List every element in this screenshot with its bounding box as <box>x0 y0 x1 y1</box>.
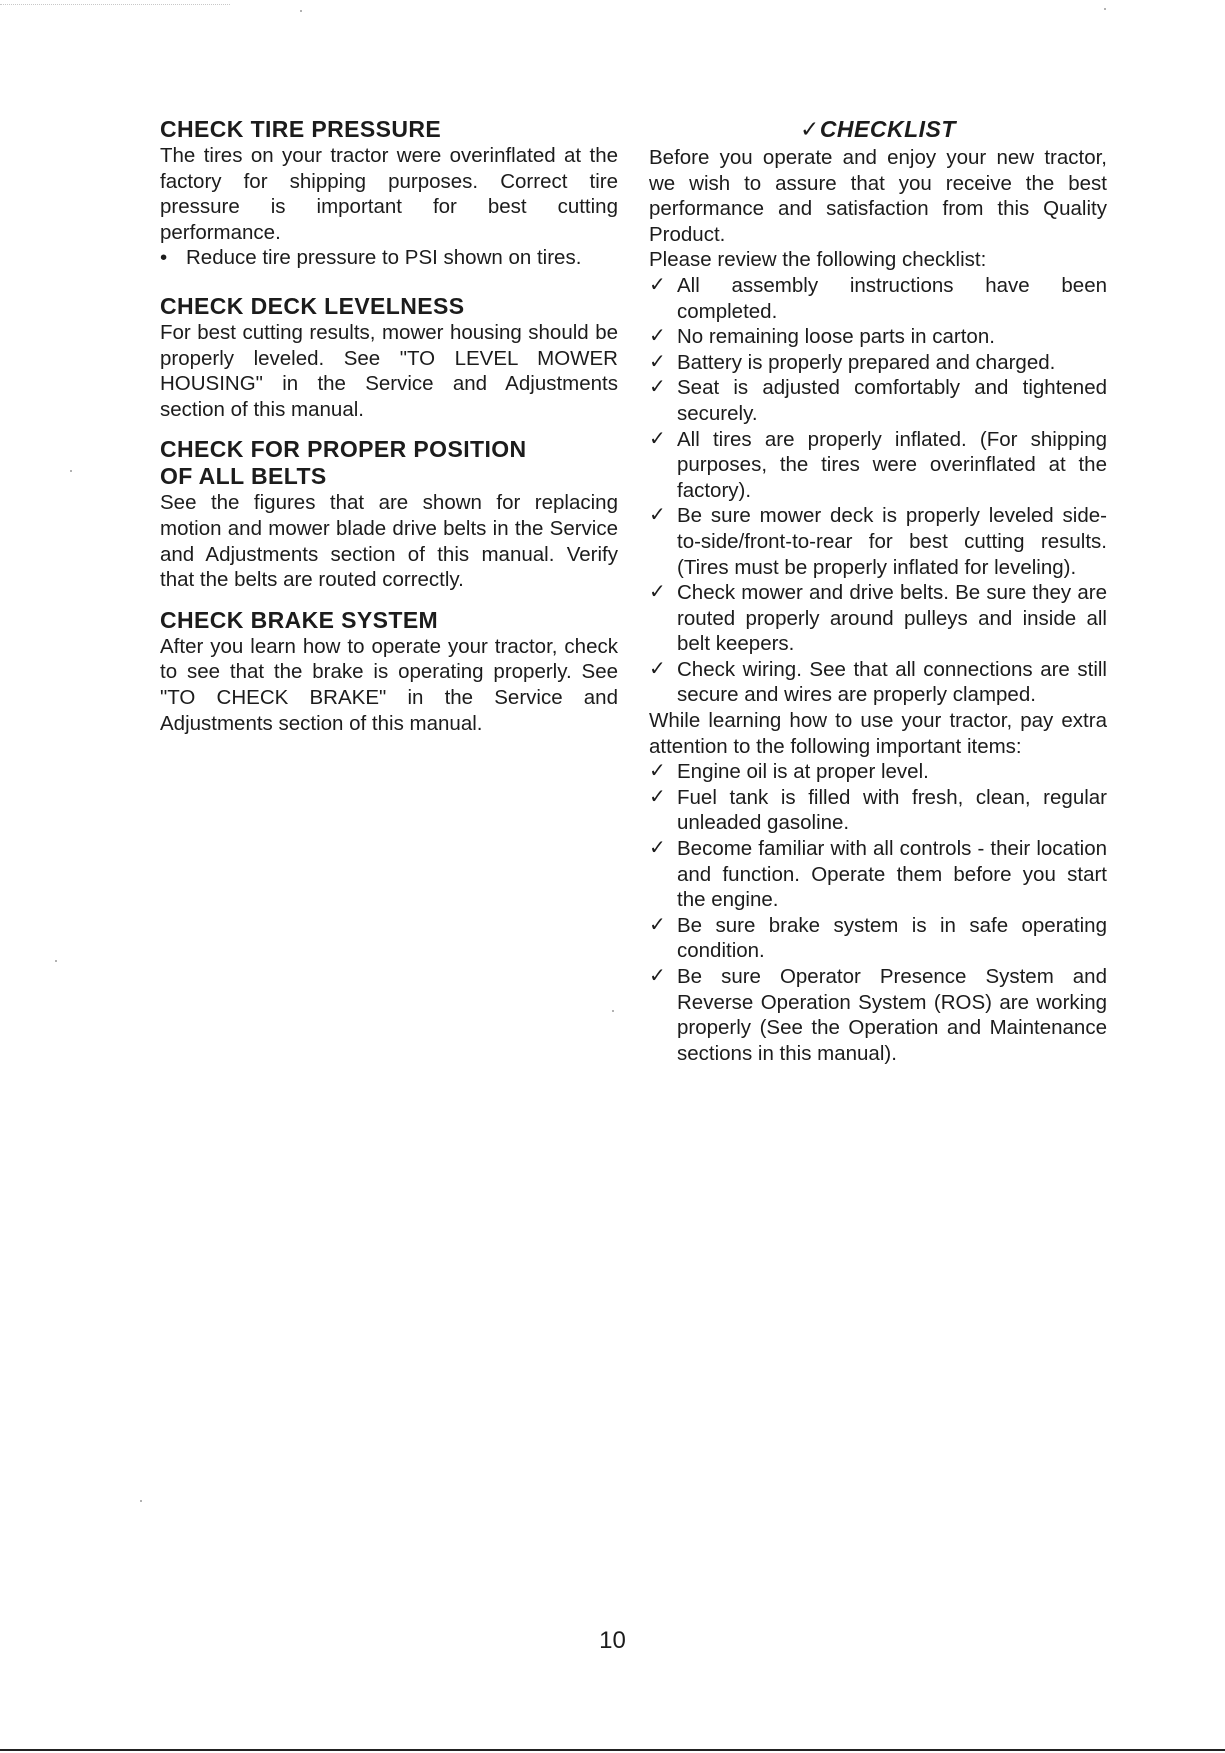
check-belts-heading <box>160 436 618 490</box>
checkmark-icon: ✓ <box>649 376 666 399</box>
checkmark-icon: ✓ <box>649 657 666 680</box>
list-item: ✓ Be sure brake system is in safe operating condition. <box>649 913 1107 963</box>
list-item: ✓ Check wiring. See that all connections are still secure and wires are properly clamped. <box>649 657 1107 707</box>
checklist-intro: Before you operate and enjoy your new tractor, we wish to assure that you receive the best performance and satisfaction from this Quality Product. <box>649 146 1107 246</box>
check-belts-heading-line2: OF ALL BELTS <box>160 463 327 490</box>
checkmark-icon: ✓ <box>649 325 666 348</box>
scan-speck <box>55 960 57 962</box>
checkmark-icon: ✓ <box>649 350 666 373</box>
checkmark-icon: ✓ <box>649 837 666 860</box>
check-deck-levelness-heading: CHECK DECK LEVELNESS <box>160 292 465 319</box>
important-items <box>649 759 1107 1066</box>
brake-system-paragraph: After you learn how to operate your tractor, check to see that the brake is operating properly. See "TO CHECK BRAKE" in the Service and Adjustments section of this manual. <box>160 634 618 735</box>
checkmark-icon: ✓ <box>649 965 666 987</box>
list-item: ✓ Battery is properly prepared and charged. <box>649 350 1056 374</box>
right-column <box>649 116 1107 1066</box>
checklist-title: ✓CHECKLIST <box>800 116 956 142</box>
tire-pressure-bullet-text: Reduce tire pressure to PSI shown on tires. <box>186 246 582 270</box>
important-items-intro: While learning how to use your tractor, pay extra attention to the following important items: <box>649 709 1107 758</box>
checkmark-icon: ✓ <box>649 273 666 296</box>
check-tire-pressure-heading: CHECK TIRE PRESSURE <box>160 116 442 142</box>
list-item: ✓ Engine oil is at proper level. <box>649 760 929 784</box>
list-item: ✓ All assembly instructions have been completed. <box>649 273 1107 323</box>
left-column <box>160 116 618 736</box>
list-item: ✓ Become familiar with all controls - their location and function. Operate them before you start the engine. <box>649 837 1107 912</box>
tire-pressure-bullet <box>160 245 618 271</box>
scan-speck <box>300 10 302 12</box>
bullet-icon: • <box>160 246 168 270</box>
page-number: 10 <box>599 1627 626 1654</box>
checkmark-icon: ✓ <box>649 913 666 936</box>
scan-speck <box>1104 8 1106 10</box>
scan-artifact-top <box>0 4 230 15</box>
checkmark-icon: ✓ <box>649 504 666 527</box>
list-item: ✓ Be sure Operator Presence System and Reverse Operation System (ROS) are working properly (See the Operation and Maintenance sections in this manual). <box>649 965 1107 1065</box>
checklist-items <box>649 273 1107 708</box>
list-item: ✓ Seat is adjusted comfortably and tightened securely. <box>649 376 1107 425</box>
scan-speck <box>70 470 72 472</box>
deck-levelness-paragraph: For best cutting results, mower housing should be properly leveled. See "TO LEVEL MOWER HOUSING" in the Service and Adjustments section of this manual. <box>160 320 618 421</box>
list-item: ✓ Check mower and drive belts. Be sure they are routed properly around pulleys and inside all belt keepers. <box>649 581 1107 656</box>
check-brake-system-heading: CHECK BRAKE SYSTEM <box>160 606 439 633</box>
checkmark-icon: ✓ <box>649 427 666 450</box>
scan-speck <box>140 1500 142 1502</box>
belts-paragraph: See the figures that are shown for replacing motion and mower blade drive belts in the Service and Adjustments section of this manual. Verify that the belts are routed correctly. <box>160 491 618 592</box>
list-item: ✓ Fuel tank is filled with fresh, clean, regular unleaded gasoline. <box>649 785 1107 835</box>
check-belts-heading-line1: CHECK FOR PROPER POSITION <box>160 436 527 463</box>
checkmark-icon: ✓ <box>649 760 666 783</box>
list-item: ✓ Be sure mower deck is properly leveled side-to-side/front-to-rear for best cutting results. (Tires must be properly inflated for leveling). <box>649 504 1107 579</box>
scan-speck <box>612 1010 614 1012</box>
checklist-review-line: Please review the following checklist: <box>649 248 987 272</box>
page-bottom-edge <box>0 1749 1225 1751</box>
list-item: ✓ No remaining loose parts in carton. <box>649 325 995 349</box>
checkmark-icon: ✓ <box>649 581 666 604</box>
list-item: ✓ All tires are properly inflated. (For shipping purposes, the tires were overinflated at the factory). <box>649 427 1107 502</box>
tire-pressure-paragraph: The tires on your tractor were overinflated at the factory for shipping purposes. Correct tire pressure is important for best cutting performance. <box>160 144 618 244</box>
checkmark-icon: ✓ <box>649 785 666 808</box>
